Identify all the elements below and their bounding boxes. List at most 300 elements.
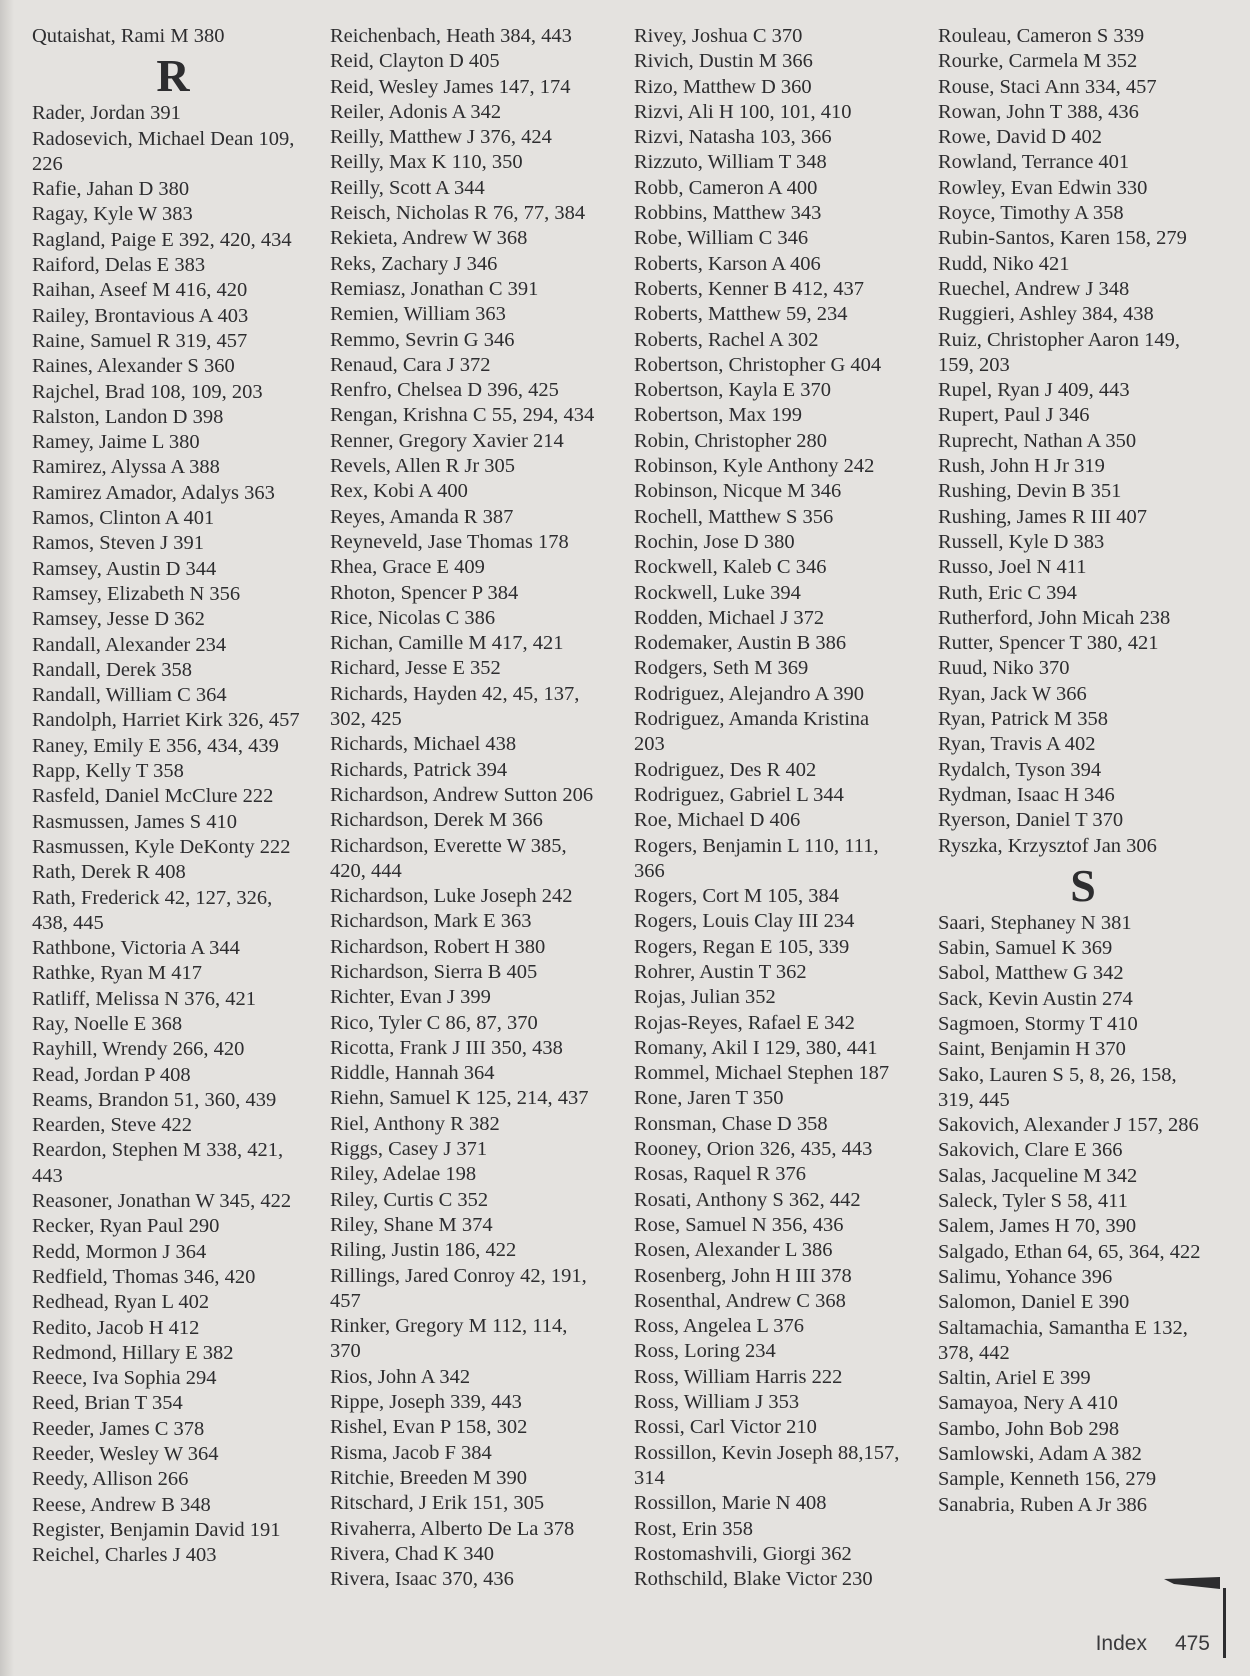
index-entry — [330, 1162, 620, 1187]
index-entry-text: Richardson, Robert H 380 — [330, 935, 546, 958]
index-entry-text: Ruiz, Christopher Aaron 149, — [938, 328, 1180, 351]
index-entry-text: Riley, Adelae 198 — [330, 1163, 477, 1186]
index-entry — [32, 1493, 314, 1518]
index-entry — [634, 302, 924, 327]
index-entry — [32, 1138, 314, 1189]
index-entry — [32, 127, 314, 178]
index-entry-text: Romany, Akil I 129, 380, 441 — [634, 1036, 878, 1059]
index-entry — [330, 1086, 620, 1111]
index-column-3 — [634, 24, 924, 1592]
index-entry — [32, 1063, 314, 1088]
index-entry-text: Reilly, Max K 110, 350 — [330, 151, 523, 174]
index-entry-text: Rayhill, Wrendy 266, 420 — [32, 1038, 245, 1061]
index-entry — [938, 252, 1228, 277]
index-entry-continuation: 319, 445 — [938, 1088, 1010, 1111]
index-entry — [938, 277, 1228, 302]
index-entry-text: Rodriguez, Alejandro A 390 — [634, 682, 865, 705]
index-entry — [32, 708, 314, 733]
index-entry — [634, 606, 924, 631]
page-marker-icon — [1164, 1576, 1220, 1590]
index-entry-text: Radosevich, Michael Dean 109, — [32, 127, 295, 150]
index-entry-text: Rowan, John T 388, 436 — [938, 100, 1139, 123]
index-entry-text: Reese, Andrew B 348 — [32, 1493, 211, 1516]
index-entry-text: Rourke, Carmela M 352 — [938, 50, 1138, 73]
index-entry-continuation: 457 — [330, 1289, 361, 1312]
index-entry-text: Rizvi, Natasha 103, 366 — [634, 126, 832, 149]
index-entry — [32, 202, 314, 227]
index-entry-text: Rojas, Julian 352 — [634, 986, 776, 1009]
index-entry-continuation: 378, 442 — [938, 1341, 1010, 1364]
index-entry — [330, 277, 620, 302]
index-entry-text: Robertson, Kayla E 370 — [634, 379, 831, 402]
index-entry — [32, 304, 314, 329]
index-entry — [634, 1567, 924, 1592]
index-entry-text: Rosati, Anthony S 362, 442 — [634, 1188, 861, 1211]
index-entry-text: Richardson, Mark E 363 — [330, 910, 532, 933]
index-entry-text: Rutter, Spencer T 380, 421 — [938, 632, 1159, 655]
index-entry — [330, 150, 620, 175]
index-entry — [634, 1213, 924, 1238]
index-entry — [938, 530, 1228, 555]
index-entry-text: Recker, Ryan Paul 290 — [32, 1215, 220, 1238]
index-entry-text: Rose, Samuel N 356, 436 — [634, 1213, 844, 1236]
index-entry — [32, 1518, 314, 1543]
index-entry-continuation: 226 — [32, 152, 63, 175]
index-entry — [634, 1390, 924, 1415]
index-entry-text: Sanabria, Ruben A Jr 386 — [938, 1493, 1147, 1516]
index-entry-text: Sabin, Samuel K 369 — [938, 937, 1113, 960]
index-entry-text: Saari, Stephaney N 381 — [938, 911, 1132, 934]
index-entry — [634, 1162, 924, 1187]
index-entry — [634, 1542, 924, 1567]
index-entry — [330, 1264, 620, 1315]
index-entry-text: Roe, Michael D 406 — [634, 809, 801, 832]
index-entry-text: Sako, Lauren S 5, 8, 26, 158, — [938, 1063, 1177, 1086]
index-entry — [32, 1214, 314, 1239]
index-entry-text: Rader, Jordan 391 — [32, 102, 181, 125]
index-entry — [330, 252, 620, 277]
index-entry-text: Ramos, Steven J 391 — [32, 532, 204, 555]
index-entry-text: Rizvi, Ali H 100, 101, 410 — [634, 100, 852, 123]
index-entry-text: Rouleau, Cameron S 339 — [938, 25, 1145, 47]
index-entry — [32, 1341, 314, 1366]
index-entry-text: Rost, Erin 358 — [634, 1517, 754, 1540]
index-entry — [32, 177, 314, 202]
index-entry-text: Saint, Benjamin H 370 — [938, 1038, 1126, 1061]
index-entry — [634, 201, 924, 226]
index-entry — [32, 1012, 314, 1037]
index-entry-text: Riehn, Samuel K 125, 214, 437 — [330, 1087, 589, 1110]
index-entry — [938, 581, 1228, 606]
index-entry-text: Ritschard, J Erik 151, 305 — [330, 1492, 545, 1515]
index-entry — [32, 405, 314, 430]
index-entry — [32, 24, 314, 49]
index-entry — [634, 1517, 924, 1542]
index-entry — [938, 1012, 1228, 1037]
index-entry-text: Robbins, Matthew 343 — [634, 202, 822, 225]
index-entry — [634, 581, 924, 606]
index-entry-text: Riddle, Hannah 364 — [330, 1062, 495, 1085]
page-edge-shadow — [0, 0, 14, 1676]
index-entry — [330, 935, 620, 960]
index-entry — [634, 707, 924, 758]
index-entry — [330, 656, 620, 681]
index-entry — [32, 430, 314, 455]
index-entry — [32, 633, 314, 658]
index-entry — [32, 380, 314, 405]
index-entry-text: Rivera, Chad K 340 — [330, 1542, 494, 1565]
index-entry — [938, 1467, 1228, 1492]
index-entry — [938, 911, 1228, 936]
index-entry-text: Rodriguez, Amanda Kristina — [634, 708, 870, 731]
index-entry-text: Rooney, Orion 326, 435, 443 — [634, 1138, 873, 1161]
index-entry — [32, 557, 314, 582]
index-entry — [32, 961, 314, 986]
index-entry — [330, 1061, 620, 1086]
index-entry — [938, 1037, 1228, 1062]
index-entry-text: Rippe, Joseph 339, 443 — [330, 1391, 522, 1414]
index-entry-text: Rathbone, Victoria A 344 — [32, 937, 240, 960]
index-entry — [330, 1415, 620, 1440]
index-entry-text: Sambo, John Bob 298 — [938, 1417, 1120, 1440]
index-entry — [330, 479, 620, 504]
index-entry — [938, 1290, 1228, 1315]
index-entry — [634, 631, 924, 656]
index-entry — [634, 454, 924, 479]
index-entry-text: Rearden, Steve 422 — [32, 1114, 192, 1137]
index-entry-text: Ramey, Jaime L 380 — [32, 431, 200, 454]
index-entry — [634, 682, 924, 707]
index-entry — [330, 1036, 620, 1061]
index-entry-text: Rhea, Grace E 409 — [330, 556, 485, 579]
index-entry-text: Raihan, Aseef M 416, 420 — [32, 279, 248, 302]
index-entry — [634, 1314, 924, 1339]
index-entry — [330, 1466, 620, 1491]
index-entry-text: Ramsey, Elizabeth N 356 — [32, 582, 241, 605]
index-entry — [938, 1240, 1228, 1265]
index-entry-text: Rushing, James R III 407 — [938, 505, 1147, 528]
index-entry — [330, 1542, 620, 1567]
index-entry — [634, 150, 924, 175]
index-entry-text: Redito, Jacob H 412 — [32, 1316, 200, 1339]
index-entry-text: Sabol, Matthew G 342 — [938, 962, 1124, 985]
index-entry — [32, 1037, 314, 1062]
index-entry — [330, 555, 620, 580]
index-entry-text: Rosenthal, Andrew C 368 — [634, 1289, 846, 1312]
page-marker-bar — [1223, 1588, 1226, 1658]
index-entry — [330, 631, 620, 656]
index-entry-continuation: 314 — [634, 1466, 665, 1489]
index-entry-continuation: 159, 203 — [938, 353, 1010, 376]
index-entry — [938, 1063, 1228, 1114]
index-entry — [32, 607, 314, 632]
index-entry-text: Riley, Curtis C 352 — [330, 1188, 489, 1211]
index-entry-text: Reardon, Stephen M 338, 421, — [32, 1139, 284, 1162]
index-entry — [32, 329, 314, 354]
index-entry-text: Rosenberg, John H III 378 — [634, 1264, 852, 1287]
index-entry — [32, 582, 314, 607]
index-entry-text: Ricotta, Frank J III 350, 438 — [330, 1036, 563, 1059]
index-entry-text: Richards, Patrick 394 — [330, 758, 508, 781]
index-entry — [634, 530, 924, 555]
index-entry-text: Remmo, Sevrin G 346 — [330, 328, 515, 351]
index-entry-text: Register, Benjamin David 191 — [32, 1518, 281, 1541]
index-entry — [330, 909, 620, 934]
index-entry — [330, 403, 620, 428]
index-entry — [938, 656, 1228, 681]
index-entry-text: Rodden, Michael J 372 — [634, 606, 825, 629]
index-entry — [32, 354, 314, 379]
index-entry-text: Rouse, Staci Ann 334, 457 — [938, 75, 1157, 98]
index-entry-text: Riling, Justin 186, 422 — [330, 1239, 517, 1262]
index-entry — [330, 581, 620, 606]
index-entry — [634, 884, 924, 909]
index-entry — [32, 278, 314, 303]
index-entry-text: Reks, Zachary J 346 — [330, 252, 498, 275]
index-entry — [938, 328, 1228, 379]
index-entry — [330, 1314, 620, 1365]
index-entry — [634, 935, 924, 960]
index-entry-text: Renfro, Chelsea D 396, 425 — [330, 379, 559, 402]
index-entry — [938, 505, 1228, 530]
index-entry — [938, 631, 1228, 656]
index-entry — [634, 555, 924, 580]
index-entry — [634, 125, 924, 150]
index-entry — [32, 987, 314, 1012]
index-entry-continuation: 420, 444 — [330, 859, 402, 882]
index-entry-text: Ross, Loring 234 — [634, 1340, 776, 1363]
index-entry — [938, 454, 1228, 479]
index-entry-text: Saltin, Ariel E 399 — [938, 1367, 1091, 1390]
index-entry — [634, 960, 924, 985]
index-entry-continuation: 302, 425 — [330, 708, 402, 731]
index-entry-text: Ross, Angelea L 376 — [634, 1315, 805, 1338]
index-entry — [634, 100, 924, 125]
index-entry-text: Robinson, Nicque M 346 — [634, 480, 842, 503]
index-entry-text: Redd, Mormon J 364 — [32, 1240, 207, 1263]
index-entry — [330, 226, 620, 251]
index-entry-text: Rapp, Kelly T 358 — [32, 760, 184, 783]
index-entry-text: Richard, Jesse E 352 — [330, 657, 501, 680]
index-entry-text: Qutaishat, Rami M 380 — [32, 25, 225, 47]
index-column-4 — [938, 24, 1228, 1518]
index-entry-text: Samlowski, Adam A 382 — [938, 1443, 1142, 1466]
index-entry — [634, 1365, 924, 1390]
index-entry-text: Reyneveld, Jase Thomas 178 — [330, 530, 569, 553]
index-entry-text: Reisch, Nicholas R 76, 77, 384 — [330, 202, 586, 225]
index-entry — [330, 1517, 620, 1542]
index-entry — [938, 1391, 1228, 1416]
index-entry-text: Ross, William J 353 — [634, 1391, 800, 1414]
index-entry — [330, 732, 620, 757]
index-entry — [634, 1415, 924, 1440]
index-entry-text: Rinker, Gregory M 112, 114, — [330, 1315, 568, 1338]
index-entry-text: Ronsman, Chase D 358 — [634, 1112, 828, 1135]
index-entry-text: Rivey, Joshua C 370 — [634, 25, 803, 47]
index-entry — [938, 1417, 1228, 1442]
index-entry-text: Raine, Samuel R 319, 457 — [32, 329, 248, 352]
index-entry — [330, 302, 620, 327]
index-entry — [32, 253, 314, 278]
index-entry-text: Robb, Cameron A 400 — [634, 176, 818, 199]
index-entry — [330, 530, 620, 555]
index-entry-text: Rogers, Cort M 105, 384 — [634, 885, 839, 908]
index-entry — [330, 1567, 620, 1592]
index-entry — [330, 176, 620, 201]
index-entry — [330, 783, 620, 808]
index-entry-text: Sagmoen, Stormy T 410 — [938, 1012, 1138, 1035]
index-entry-continuation: 370 — [330, 1340, 361, 1363]
index-entry — [938, 150, 1228, 175]
index-entry — [938, 49, 1228, 74]
index-entry-text: Saleck, Tyler S 58, 411 — [938, 1190, 1128, 1213]
index-entry-text: Rishel, Evan P 158, 302 — [330, 1416, 528, 1439]
index-entry-text: Raiford, Delas E 383 — [32, 254, 206, 277]
index-entry — [32, 455, 314, 480]
index-entry-text: Renner, Gregory Xavier 214 — [330, 429, 564, 452]
index-entry — [634, 1086, 924, 1111]
index-entry — [330, 1441, 620, 1466]
index-entry-text: Rios, John A 342 — [330, 1365, 471, 1388]
index-entry-text: Ruprecht, Nathan A 350 — [938, 429, 1137, 452]
index-entry — [938, 707, 1228, 732]
index-entry — [32, 1316, 314, 1341]
index-entry-text: Rasmussen, James S 410 — [32, 810, 237, 833]
index-entry-text: Robin, Christopher 280 — [634, 429, 828, 452]
index-entry — [32, 1189, 314, 1214]
index-entry — [32, 1088, 314, 1113]
index-entry — [330, 49, 620, 74]
index-entry-text: Raney, Emily E 356, 434, 439 — [32, 734, 279, 757]
index-entry-text: Richardson, Sierra B 405 — [330, 960, 538, 983]
index-entry-text: Redhead, Ryan L 402 — [32, 1291, 210, 1314]
index-entry-text: Rex, Kobi A 400 — [330, 480, 468, 503]
index-entry-text: Rath, Frederick 42, 127, 326, — [32, 886, 273, 909]
index-entry — [32, 1240, 314, 1265]
index-entry — [634, 1137, 924, 1162]
index-entry-text: Read, Jordan P 408 — [32, 1063, 191, 1086]
index-entry-text: Russell, Kyle D 383 — [938, 530, 1105, 553]
index-entry-text: Riel, Anthony R 382 — [330, 1112, 500, 1135]
index-entry — [634, 429, 924, 454]
index-entry — [330, 429, 620, 454]
index-entry — [634, 505, 924, 530]
index-entry — [634, 378, 924, 403]
index-entry-text: Royce, Timothy A 358 — [938, 202, 1124, 225]
index-entry-text: Reeder, Wesley W 364 — [32, 1443, 219, 1466]
index-entry-text: Randall, Alexander 234 — [32, 633, 227, 656]
index-entry-text: Roberts, Kenner B 412, 437 — [634, 277, 865, 300]
index-entry-text: Rivera, Isaac 370, 436 — [330, 1568, 514, 1591]
index-entry-text: Rudd, Niko 421 — [938, 252, 1070, 275]
index-entry-text: Redmond, Hillary E 382 — [32, 1341, 234, 1364]
index-entry — [938, 100, 1228, 125]
index-entry-text: Ralston, Landon D 398 — [32, 405, 224, 428]
index-entry — [32, 1366, 314, 1391]
index-entry-text: Ramos, Clinton A 401 — [32, 507, 215, 530]
index-entry — [32, 531, 314, 556]
index-entry-text: Ryan, Patrick M 358 — [938, 708, 1108, 731]
index-entry — [938, 378, 1228, 403]
index-entry-text: Ramsey, Austin D 344 — [32, 557, 217, 580]
index-entry — [938, 1493, 1228, 1518]
index-entry — [330, 505, 620, 530]
index-entry-text: Reece, Iva Sophia 294 — [32, 1367, 217, 1390]
index-entry-text: Rodriguez, Gabriel L 344 — [634, 783, 844, 806]
index-entry-text: Rekieta, Andrew W 368 — [330, 227, 528, 250]
index-entry — [32, 1543, 314, 1568]
index-entry-text: Salas, Jacqueline M 342 — [938, 1164, 1138, 1187]
index-entry — [634, 277, 924, 302]
index-entry-text: Rivaherra, Alberto De La 378 — [330, 1517, 575, 1540]
index-entry-text: Rommel, Michael Stephen 187 — [634, 1062, 890, 1085]
index-column-2 — [330, 24, 620, 1592]
index-entry — [938, 682, 1228, 707]
index-entry — [634, 479, 924, 504]
index-entry-text: Reichel, Charles J 403 — [32, 1544, 217, 1567]
index-entry-text: Redfield, Thomas 346, 420 — [32, 1265, 256, 1288]
index-entry — [634, 656, 924, 681]
index-entry — [634, 1289, 924, 1314]
index-entry-text: Revels, Allen R Jr 305 — [330, 455, 516, 478]
index-entry — [938, 226, 1228, 251]
index-entry — [634, 1264, 924, 1289]
index-entry — [32, 1265, 314, 1290]
index-entry-text: Rojas-Reyes, Rafael E 342 — [634, 1011, 855, 1034]
index-entry-text: Richter, Evan J 399 — [330, 986, 491, 1009]
index-entry-text: Ray, Noelle E 368 — [32, 1012, 183, 1035]
index-entry-text: Rice, Nicolas C 386 — [330, 606, 496, 629]
index-entry — [330, 1238, 620, 1263]
index-entry — [634, 1238, 924, 1263]
index-entry-text: Sakovich, Clare E 366 — [938, 1139, 1123, 1162]
index-entry-text: Robertson, Christopher G 404 — [634, 353, 882, 376]
index-entry-text: Rothschild, Blake Victor 230 — [634, 1568, 873, 1591]
index-entry-text: Rhoton, Spencer P 384 — [330, 581, 519, 604]
index-entry-text: Rockwell, Kaleb C 346 — [634, 556, 827, 579]
index-entry — [938, 783, 1228, 808]
index-entry-text: Randall, Derek 358 — [32, 658, 192, 681]
index-entry — [634, 985, 924, 1010]
index-entry — [32, 101, 314, 126]
index-entry-text: Randolph, Harriet Kirk 326, 457 — [32, 709, 300, 732]
index-entry-text: Rydman, Isaac H 346 — [938, 783, 1115, 806]
index-entry-text: Sakovich, Alexander J 157, 286 — [938, 1114, 1199, 1137]
index-entry — [634, 24, 924, 49]
index-entry-text: Salem, James H 70, 390 — [938, 1215, 1137, 1238]
index-entry — [32, 1113, 314, 1138]
index-entry-text: Rupert, Paul J 346 — [938, 404, 1090, 427]
index-entry-text: Reiler, Adonis A 342 — [330, 100, 502, 123]
index-entry-text: Rengan, Krishna C 55, 294, 434 — [330, 404, 595, 427]
section-letter-heading: S — [1070, 859, 1096, 911]
index-entry — [330, 378, 620, 403]
index-entry-continuation: 366 — [634, 859, 665, 882]
index-entry — [938, 834, 1228, 859]
index-entry-text: Rohrer, Austin T 362 — [634, 960, 807, 983]
index-entry-text: Samayoa, Nery A 410 — [938, 1392, 1118, 1415]
index-entry-text: Richards, Michael 438 — [330, 733, 517, 756]
index-entry — [938, 606, 1228, 631]
index-entry-text: Reed, Brian T 354 — [32, 1392, 183, 1415]
index-entry-text: Raines, Alexander S 360 — [32, 355, 235, 378]
index-entry — [938, 1316, 1228, 1367]
index-entry — [938, 24, 1228, 49]
index-entry-text: Ragay, Kyle W 383 — [32, 203, 193, 226]
index-entry-text: Rivich, Dustin M 366 — [634, 50, 813, 73]
index-entry-text: Rizzuto, William T 348 — [634, 151, 827, 174]
index-entry — [938, 1138, 1228, 1163]
